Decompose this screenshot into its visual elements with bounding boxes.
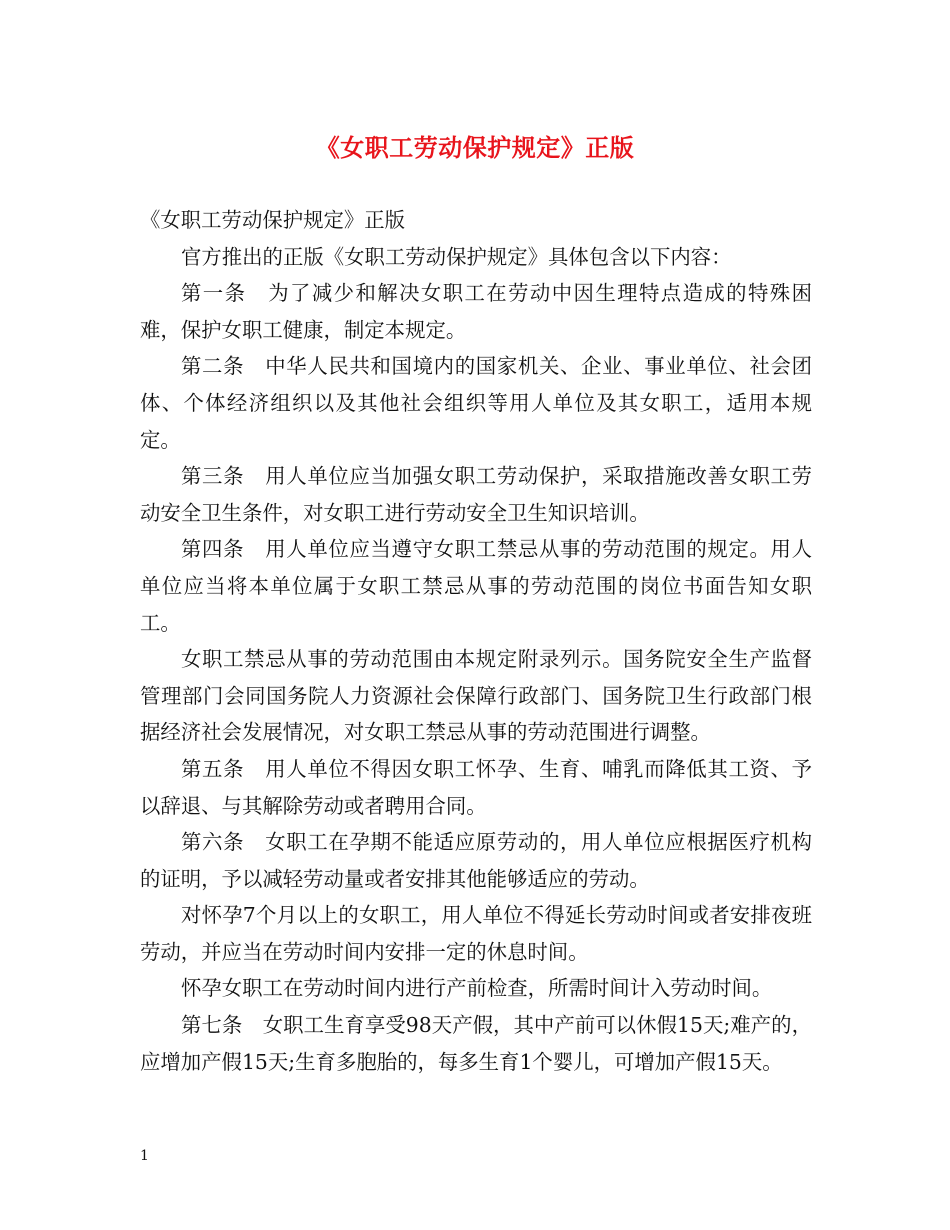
paragraph-article-7: 第七条 女职工生育享受98天产假，其中产前可以休假15天;难产的，应增加产假15天;生育多胞胎的，每多生育1个婴儿，可增加产假15天。 (140, 1013, 812, 1074)
paragraph-article-4: 第四条 用人单位应当遵守女职工禁忌从事的劳动范围的规定。用人单位应当将本单位属于女职工禁忌从事的劳动范围的岗位书面告知女职工。 (140, 537, 812, 635)
paragraph-article-2: 第二条 中华人民共和国境内的国家机关、企业、事业单位、社会团体、个体经济组织以及其他社会组织等用人单位及其女职工，适用本规定。 (140, 354, 812, 452)
page-number: 1 (140, 1148, 149, 1164)
paragraph-article-5: 第五条 用人单位不得因女职工怀孕、生育、哺乳而降低其工资、予以辞退、与其解除劳动或者聘用合同。 (140, 756, 812, 818)
paragraph-intro: 官方推出的正版《女职工劳动保护规定》具体包含以下内容： (181, 244, 732, 269)
document-title: 《女职工劳动保护规定》正版 (315, 133, 635, 162)
document-body (140, 202, 812, 1080)
paragraph-article-6-cont-1: 对怀孕7个月以上的女职工，用人单位不得延长劳动时间或者安排夜班劳动，并应当在劳动时间内安排一定的休息时间。 (140, 903, 812, 964)
paragraph-article-6: 第六条 女职工在孕期不能适应原劳动的，用人单位应根据医疗机构的证明，予以减轻劳动量或者安排其他能够适应的劳动。 (140, 830, 812, 891)
paragraph-article-4-cont: 女职工禁忌从事的劳动范围由本规定附录列示。国务院安全生产监督管理部门会同国务院人力资源社会保障行政部门、国务院卫生行政部门根据经济社会发展情况，对女职工禁忌从事的劳动范围进行调整。 (140, 647, 812, 745)
paragraph-article-6-cont-2: 怀孕女职工在劳动时间内进行产前检查，所需时间计入劳动时间。 (181, 976, 773, 1001)
paragraph-article-3: 第三条 用人单位应当加强女职工劳动保护，采取措施改善女职工劳动安全卫生条件，对女职工进行劳动安全卫生知识培训。 (140, 464, 812, 525)
paragraph-heading: 《女职工劳动保护规定》正版 (140, 208, 406, 232)
paragraph-article-1: 第一条 为了减少和解决女职工在劳动中因生理特点造成的特殊困难，保护女职工健康，制定本规定。 (140, 281, 812, 342)
